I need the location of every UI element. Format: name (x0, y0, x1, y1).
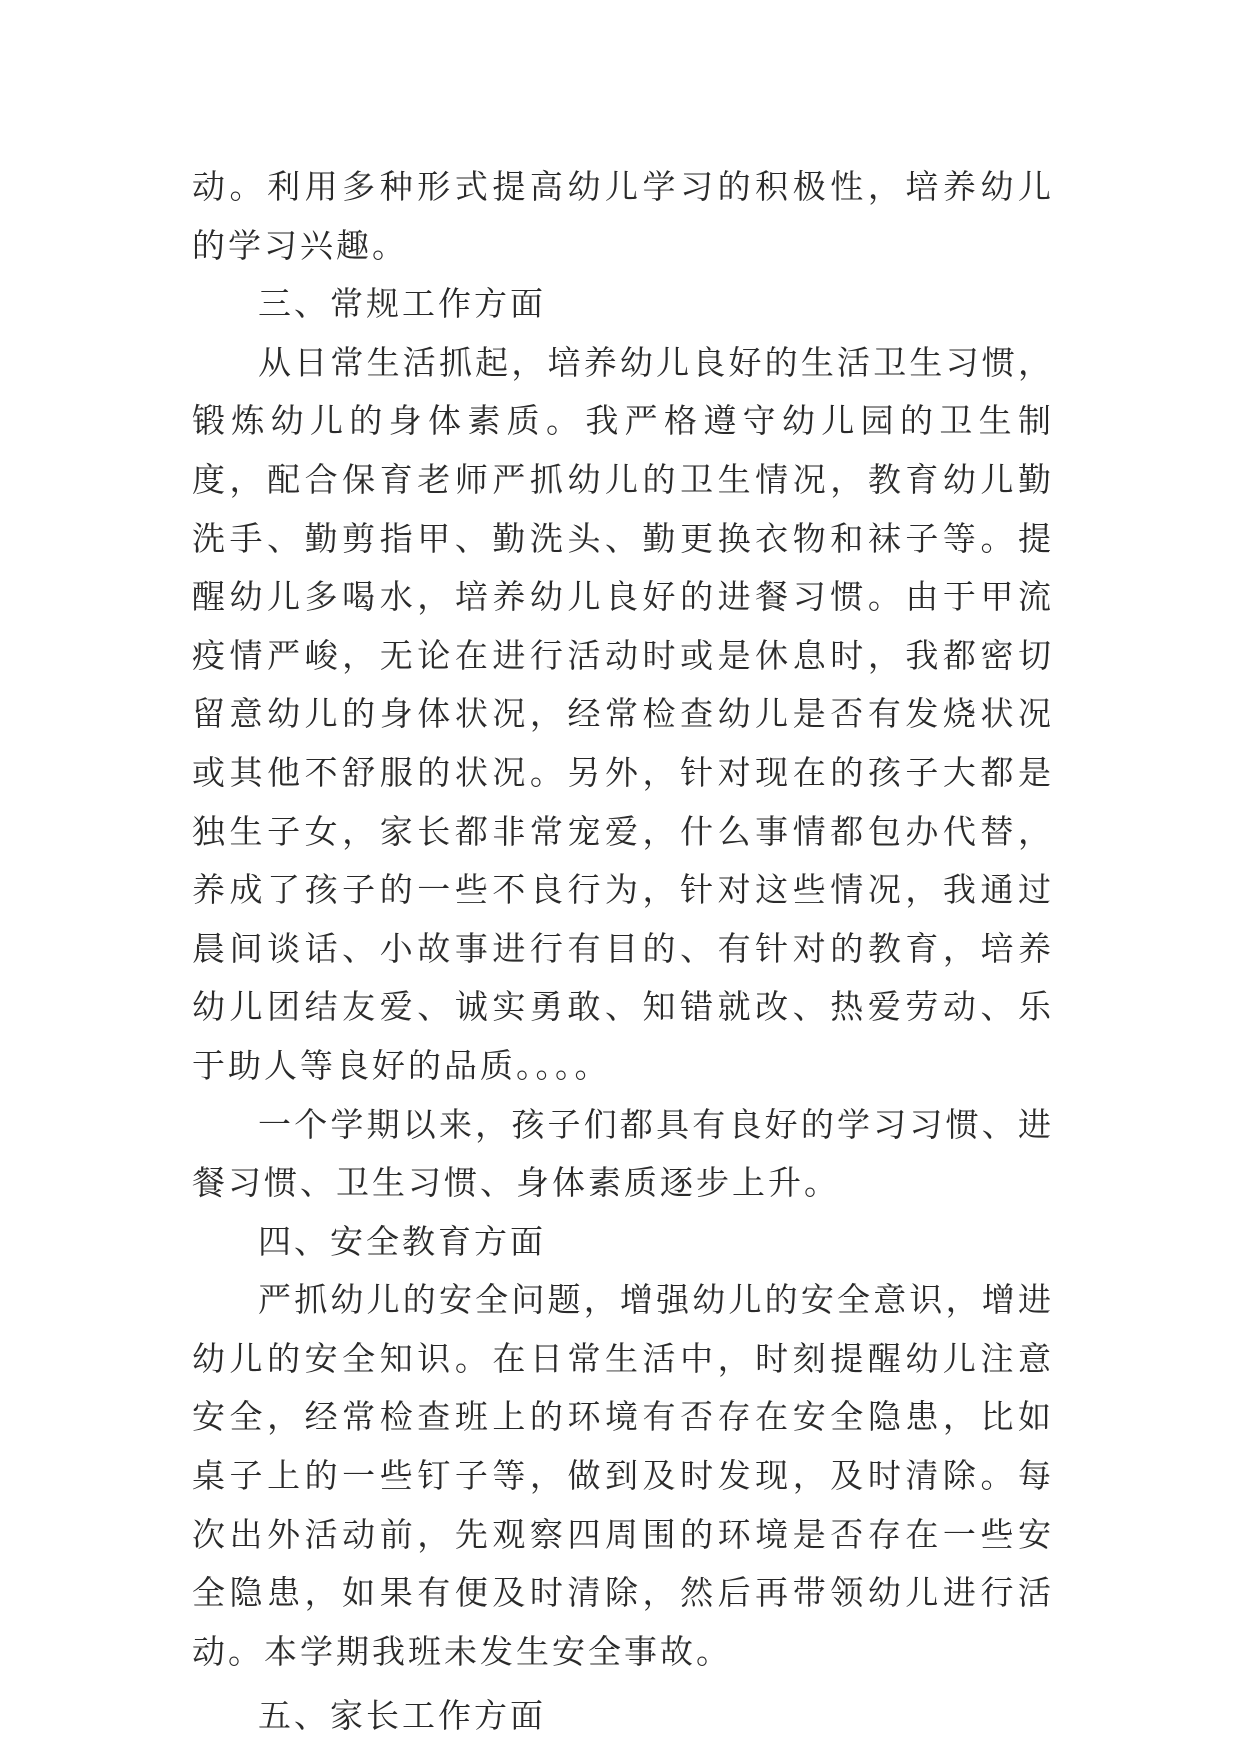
paragraph-routine-work: 从日常生活抓起，培养幼儿良好的生活卫生习惯，锻炼幼儿的身体素质。我严格遵守幼儿园的卫生制度，配合保育老师严抓幼儿的卫生情况，教育幼儿勤洗手、勤剪指甲、勤洗头、勤更换衣物和袜子等。提醒幼儿多喝水，培养幼儿良好的进餐习惯。由于甲流疫情严峻，无论在进行活动时或是休息时，我都密切留意幼儿的身体状况，经常检查幼儿是否有发烧状况或其他不舒服的状况。另外，针对现在的孩子大都是独生子女，家长都非常宠爱，什么事情都包办代替，养成了孩子的一些不良行为，针对这些情况，我通过晨间谈话、小故事进行有目的、有针对的教育，培养幼儿团结友爱、诚实勇敢、知错就改、热爱劳动、乐于助人等良好的品质。。。。 (192, 342, 1054, 1085)
document-body (192, 158, 1054, 1746)
section-heading-routine-work: 三、常规工作方面 (258, 284, 546, 324)
section-heading-safety-education: 四、安全教育方面 (258, 1221, 546, 1261)
section-heading-parent-work: 五、家长工作方面 (258, 1696, 546, 1736)
paragraph-continuation: 动。利用多种形式提高幼儿学习的积极性，培养幼儿的学习兴趣。 (192, 167, 1054, 265)
paragraph-semester-summary: 一个学期以来，孩子们都具有良好的学习习惯、进餐习惯、卫生习惯、身体素质逐步上升。 (192, 1104, 1054, 1203)
paragraph-safety-education: 严抓幼儿的安全问题，增强幼儿的安全意识，增进幼儿的安全知识。在日常生活中，时刻提醒幼儿注意安全，经常检查班上的环境有否存在安全隐患，比如桌子上的一些钉子等，做到及时发现，及时清除。每次出外活动前，先观察四周围的环境是否存在一些安全隐患，如果有便及时清除，然后再带领幼儿进行活动。本学期我班未发生安全事故。 (192, 1280, 1054, 1671)
